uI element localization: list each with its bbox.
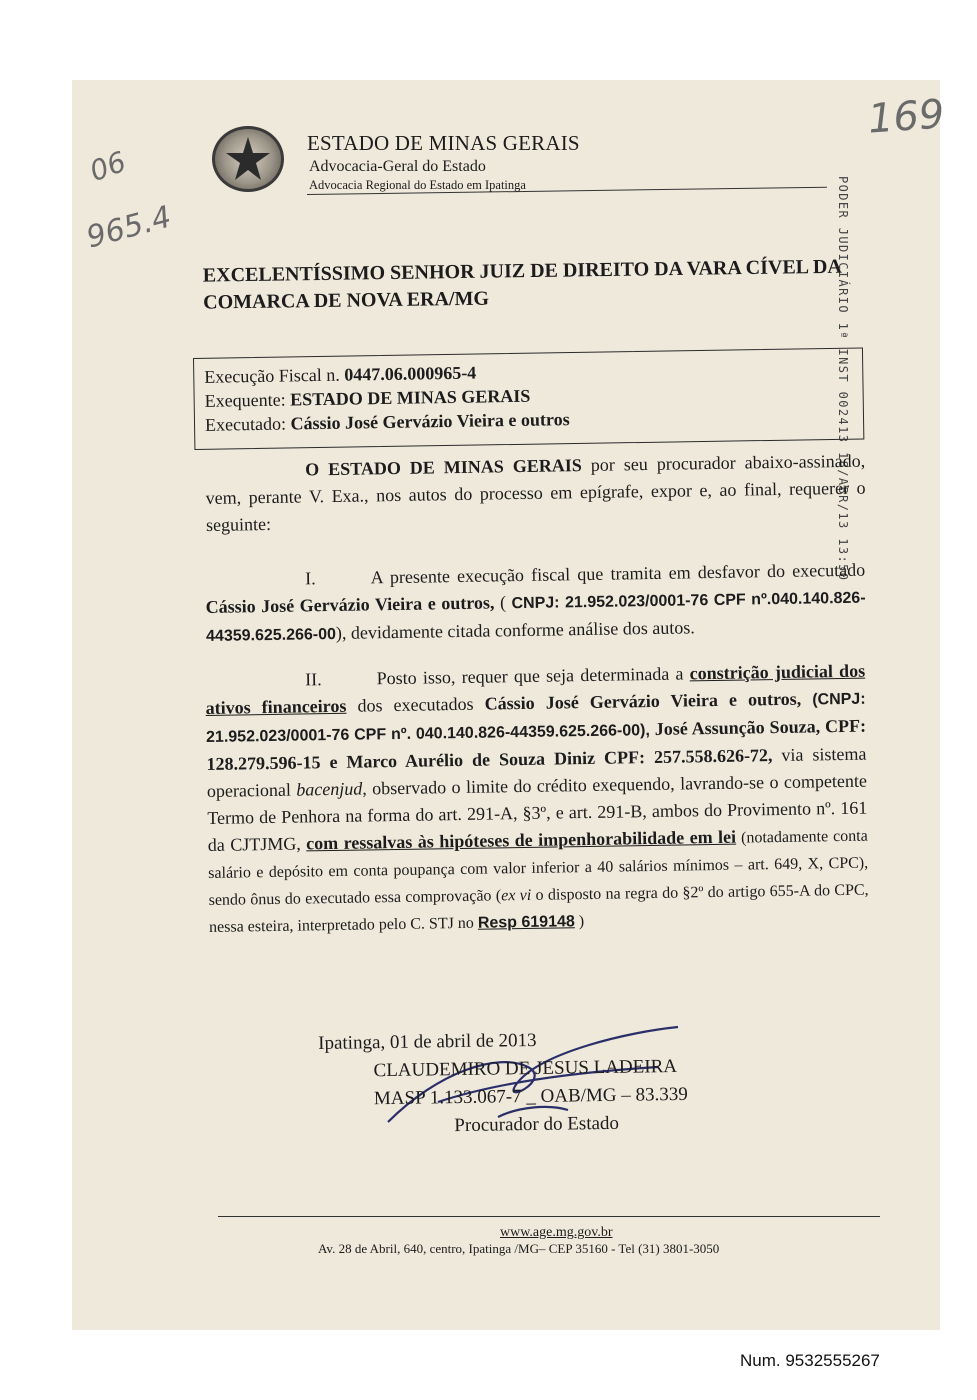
item-1-text-b: ( xyxy=(494,592,512,613)
item-2-name-1: Cássio José Gervázio Vieira e outros, xyxy=(484,688,802,714)
item-1-paragraph xyxy=(205,557,866,650)
signer-role: Procurador do Estado xyxy=(454,1112,620,1137)
item-2-text-c: via sistema operacional xyxy=(206,743,867,801)
signer-registration: MASP 1.133.067-7 _ OAB/MG – 83.339 xyxy=(373,1083,688,1110)
handwritten-note-bottom: 965.4 xyxy=(82,199,175,256)
court-stamp: PODER JUDICIÁRIO 1ª INST 002413 18/ABR/13 13:50 xyxy=(836,176,850,582)
intro-text: por seu procurador abaixo-assinado, vem, perante V. Exa., nos autos do processo em epígrafe, expor e, ao final, requerer o seguinte: xyxy=(205,450,866,535)
signature-block xyxy=(318,1025,688,1142)
executado-label: Executado: xyxy=(204,413,287,435)
item-2-underline-a: constrição judicial dos ativos financeiros xyxy=(205,660,866,718)
header-state: ESTADO DE MINAS GERAIS xyxy=(307,131,580,155)
execucao-value: 0447.06.000965-4 xyxy=(344,362,477,385)
item-2-text-g: ) xyxy=(574,913,585,931)
document-number: Num. 9532555267 xyxy=(740,1351,880,1370)
item-2-text-b: dos executados xyxy=(346,693,485,716)
item-2-text-e: (notadamente conta salário e depósito em conta poupança com valor inferior a 40 salários mínimos – art. 649, X, CPC), sendo ônus do executado essa comprovação ( xyxy=(208,827,869,909)
case-info-box xyxy=(193,347,864,450)
item-2-text-f: o disposto na regra do §2º do artigo 655-A do CPC, nessa esteira, interpretado pelo C. STJ no xyxy=(208,881,869,936)
item-2-resp: Resp 619148 xyxy=(477,913,575,932)
item-2-italic-b: ex vi xyxy=(501,886,532,905)
item-2-underline-b: com ressalvas às hipóteses de impenhorabilidade em lei xyxy=(306,826,737,854)
place-date: Ipatinga, 01 de abril de 2013 xyxy=(318,1029,537,1054)
item-2-number: II. xyxy=(305,669,322,690)
handwritten-note-top: 06 xyxy=(85,144,131,189)
exequente-label: Exequente: xyxy=(204,389,286,411)
footer-website: www.age.mg.gov.br xyxy=(500,1225,613,1240)
item-2-ids: (CNPJ: 21.952.023/0001-76 CPF nº. 040.140.826-44359.625.266-00), xyxy=(205,690,866,746)
footer-divider xyxy=(218,1216,880,1217)
item-2-paragraph xyxy=(205,658,869,940)
item-2-text-a: Posto isso, requer que seja determinada a xyxy=(376,663,690,689)
header-office: Advocacia Regional do Estado em Ipatinga xyxy=(309,178,526,192)
execucao-label: Execução Fiscal n. xyxy=(204,364,340,387)
executado-value: Cássio José Gervázio Vieira e outros xyxy=(290,409,570,434)
handwritten-page-number: 169 xyxy=(866,91,946,143)
item-1-text-a: A presente execução fiscal que tramita em desfavor do executado xyxy=(370,559,866,588)
intro-paragraph xyxy=(205,448,866,539)
item-1-name: Cássio José Gervázio Vieira e outros, xyxy=(205,592,495,617)
state-seal-icon xyxy=(212,126,284,192)
item-2-italic-a: bacenjud xyxy=(296,778,363,800)
item-1-ids: CNPJ: 21.952.023/0001-76 CPF nº.040.140.826-44359.625.266-00 xyxy=(205,589,866,645)
footer-address: Av. 28 de Abril, 640, centro, Ipatinga /MG– CEP 35160 - Tel (31) 3801-3050 xyxy=(318,1241,720,1256)
intro-subject: O ESTADO DE MINAS GERAIS xyxy=(305,455,582,480)
item-1-number: I. xyxy=(305,568,316,589)
exequente-value: ESTADO DE MINAS GERAIS xyxy=(289,385,531,410)
header-agency: Advocacia-Geral do Estado xyxy=(309,158,486,175)
item-2-name-2: José Assunção Souza, CPF: 128.279.596-15 e Marco Aurélio de Souza Diniz CPF: 257.558.626-72, xyxy=(206,715,867,774)
addressee: EXCELENTÍSSIMO SENHOR JUIZ DE DIREITO DA VARA CÍVEL DA COMARCA DE NOVA ERA/MG xyxy=(202,255,841,314)
item-1-text-c: ), devidamente citada conforme análise dos autos. xyxy=(335,617,695,643)
signer-name: CLAUDEMIRO DE JESUS LADEIRA xyxy=(373,1055,678,1082)
item-2-text-d: , observado o limite do crédito exequendo, lavrando-se o competente Termo de Penhora na forma do art. 291-A, §3º, e art. 291-B, ambos do Provimento nº. 161 da CJTJMG, xyxy=(207,770,868,855)
